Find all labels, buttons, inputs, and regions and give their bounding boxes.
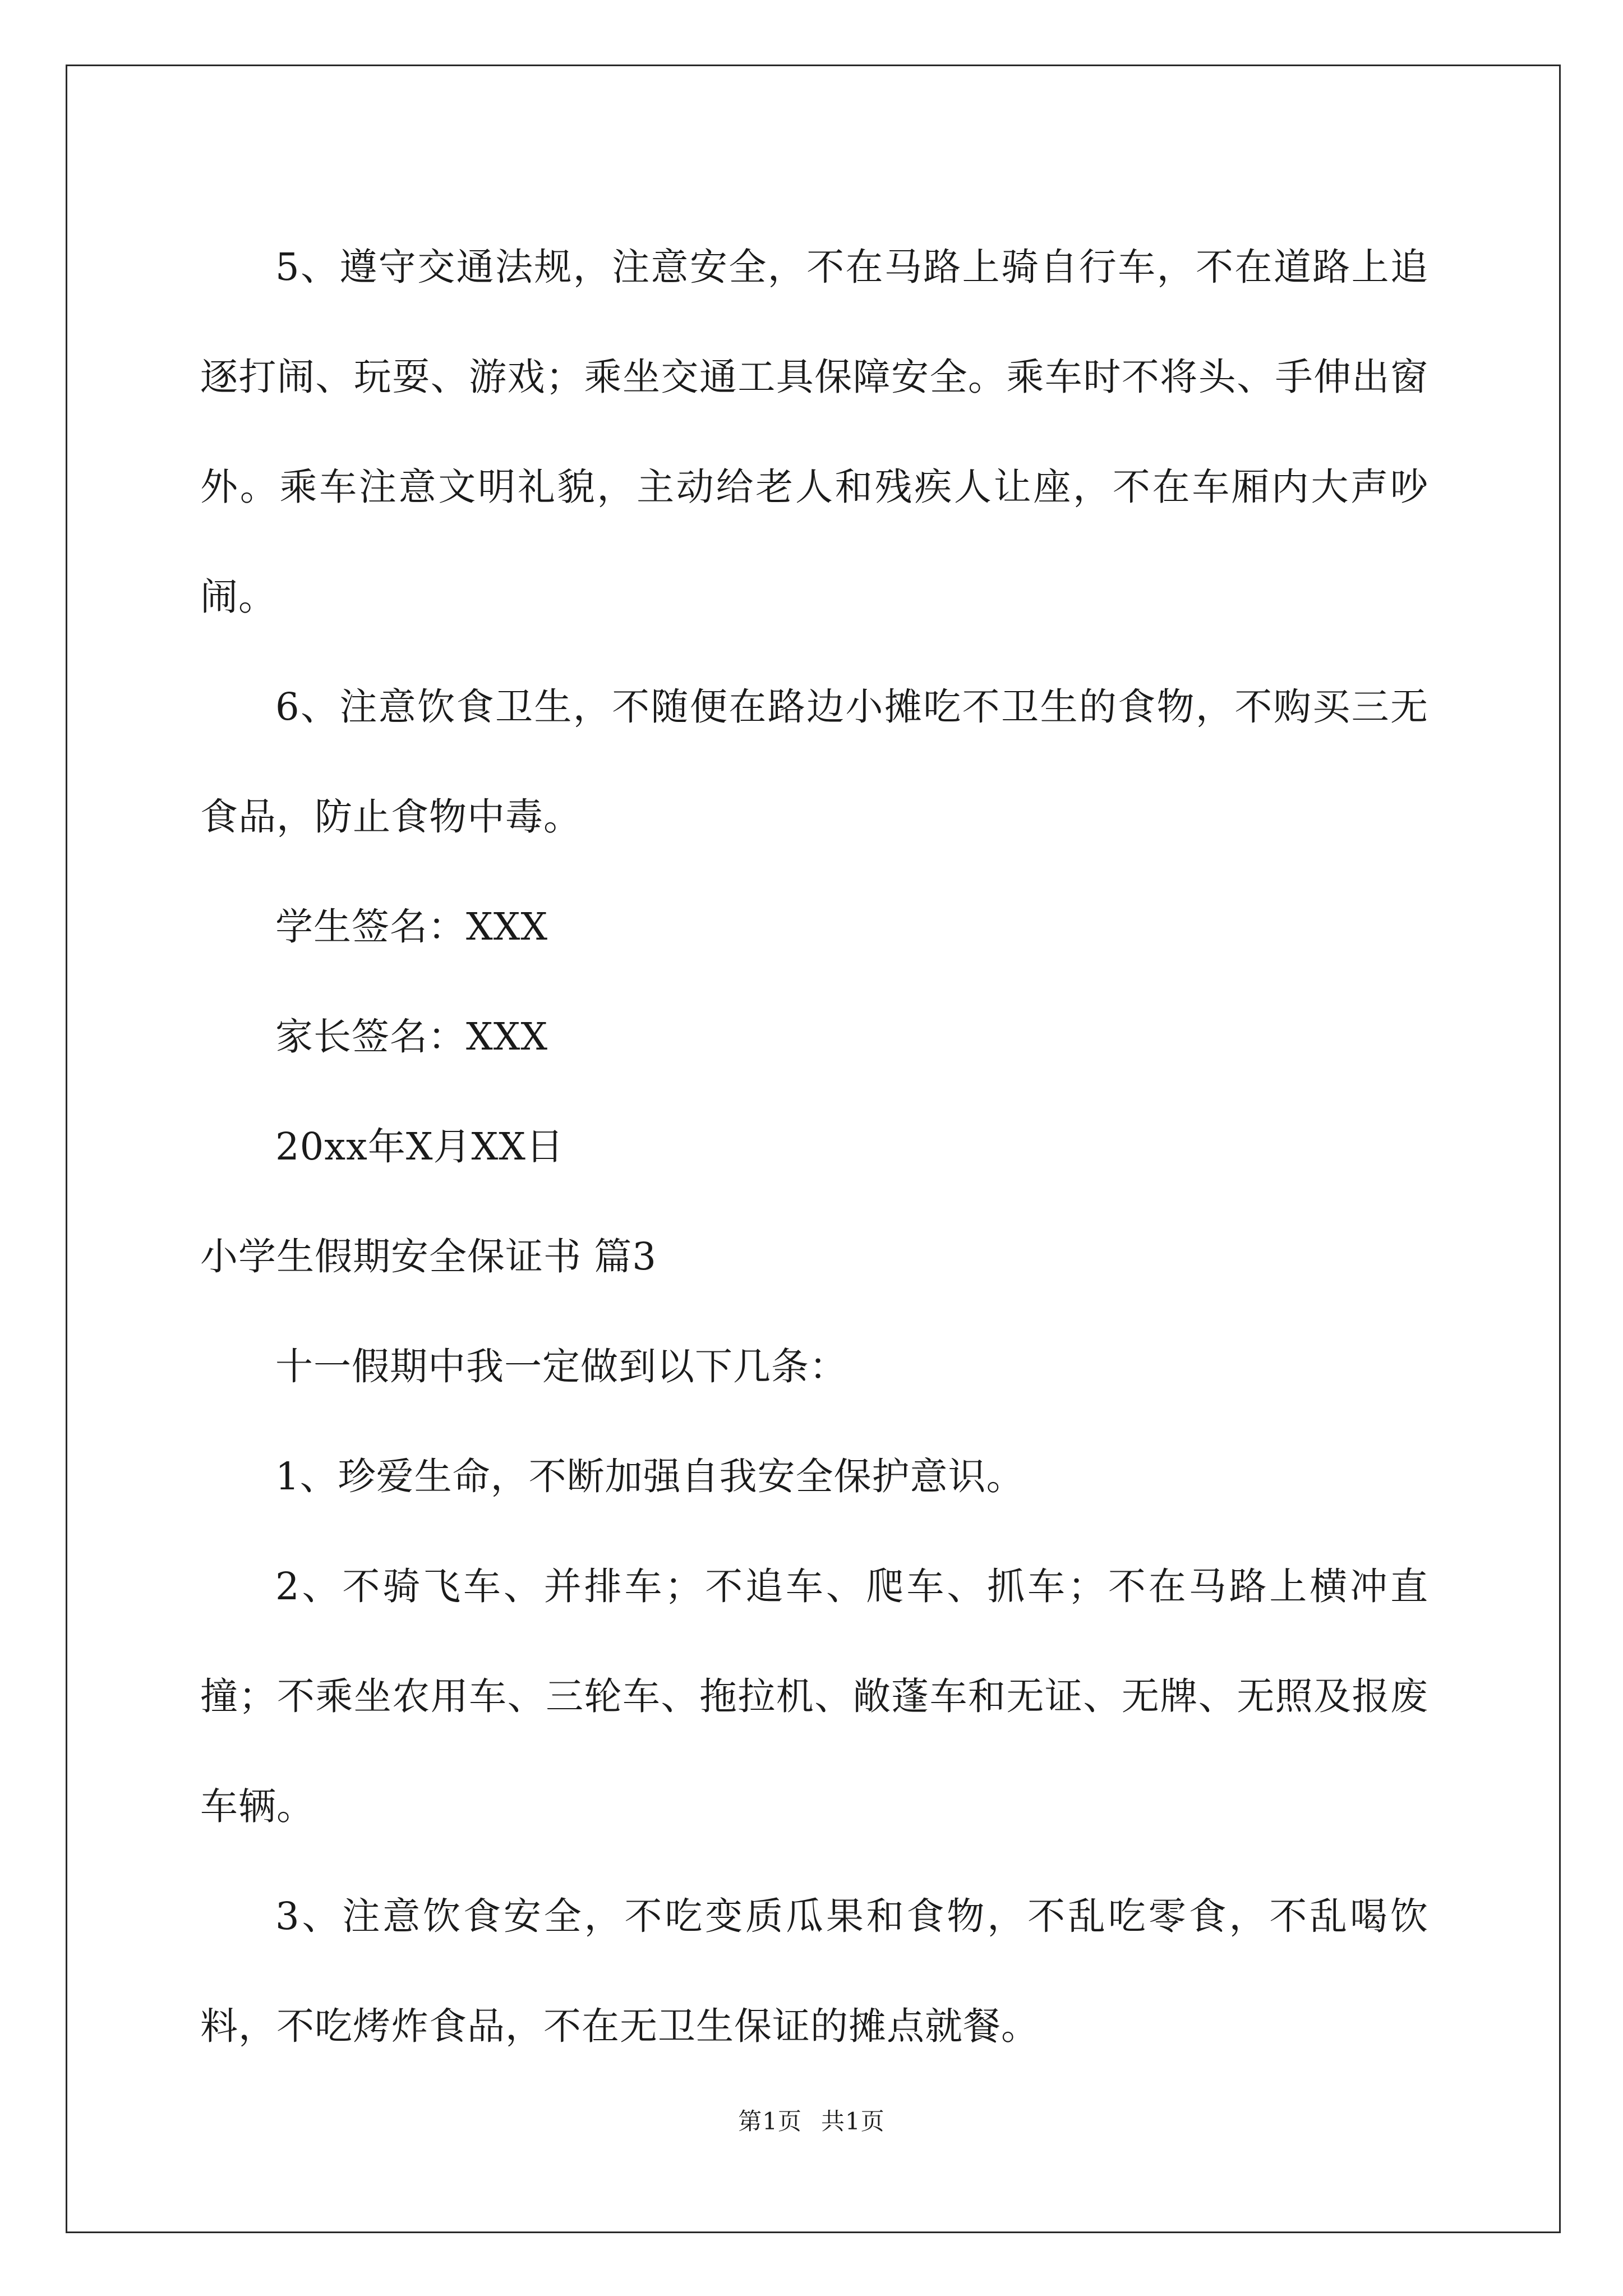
document-body [200,212,1428,2081]
paragraph-item-3: 3、注意饮食安全，不吃变质瓜果和食物，不乱吃零食，不乱喝饮料，不吃烤炸食品，不在无卫生保证的摊点就餐。 [200,1894,1428,2048]
paragraph-item-1: 1、珍爱生命，不断加强自我安全保护意识。 [275,1455,1025,1498]
section-title: 小学生假期安全保证书 篇3 [200,1235,657,1278]
page-number: 第1页 [738,2108,802,2135]
paragraph-rule-5: 5、遵守交通法规，注意安全，不在马路上骑自行车，不在道路上追逐打闹、玩耍、游戏；乘坐交通工具保障安全。乘车时不将头、手伸出窗外。乘车注意文明礼貌，主动给老人和残疾人让座，不在车厢内大声吵闹。 [200,245,1428,619]
parent-signature: 家长签名：XXX [275,1015,548,1059]
date-line: 20xx年X月XX日 [275,1125,564,1168]
paragraph-rule-6: 6、注意饮食卫生，不随便在路边小摊吃不卫生的食物，不购买三无食品，防止食物中毒。 [200,685,1428,839]
page-footer [0,2105,1623,2138]
student-signature: 学生签名：XXX [275,905,548,949]
intro-line: 十一假期中我一定做到以下几条： [275,1345,847,1388]
page-total: 共1页 [821,2108,885,2135]
paragraph-item-2: 2、不骑飞车、并排车；不追车、爬车、抓车；不在马路上横冲直撞；不乘坐农用车、三轮车、拖拉机、敞蓬车和无证、无牌、无照及报废车辆。 [200,1565,1428,1828]
